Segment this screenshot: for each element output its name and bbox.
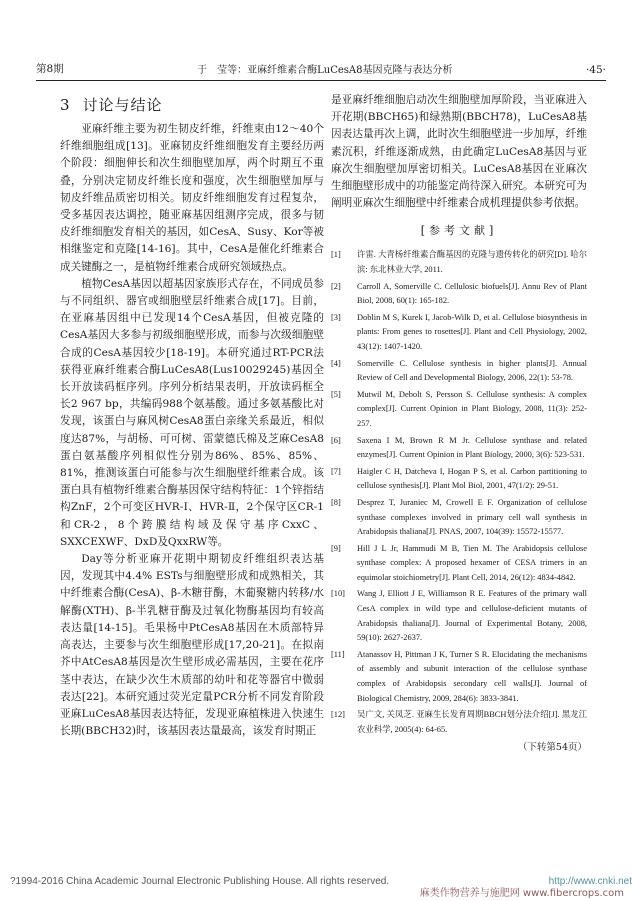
reference-item: [5] Mutwil M, Debolt S, Persson S. Cellulose synthesis: A complex complex[J]. Current Opinion in Plant Biology, 2008, 11(3): 252-257. — [331, 389, 587, 428]
reference-list — [331, 248, 587, 737]
copyright-notice: ?1994-2016 China Academic Journal Electronic Publishing House. All rights reserved. — [10, 876, 390, 887]
issue-number: 第8期 — [36, 63, 64, 75]
cnki-link[interactable]: http://www.cnki.net — [548, 876, 632, 887]
discussion-text-continued — [331, 92, 587, 212]
reference-item: [2] Carroll A, Somerville C. Cellulosic biofuels[J]. Annu Rev of Plant Biol, 2008, 60(1): 165-182. — [331, 281, 587, 306]
paragraph: 是亚麻纤维细胞启动次生细胞壁加厚阶段，当亚麻进入开花期(BBCH65)和绿熟期(BBCH78)，LuCesA8基因表达量再次上调，此时次生细胞壁进一步加厚，纤维素沉积，纤维逐渐成熟，由此确定LuCesA8基因与亚麻次生细胞壁加厚密切相关。LuCesA8基因在亚麻次生细胞壁形成中的功能鉴定尚待深入研究。本研究可为阐明亚麻次生细胞壁中纤维素合成机理提供参考依据。 — [331, 94, 587, 210]
reference-item: [4] Somerville C. Cellulose synthesis in higher plants[J]. Annual Review of Cell and Developmental Biology, 2006, 22(1): 53-78. — [331, 358, 587, 383]
site-watermark: 麻类作物营养与施肥网 www.fibercrops.com — [419, 888, 624, 899]
page-number: ·45· — [585, 64, 606, 76]
section-title: 讨论与结论 — [82, 96, 163, 114]
page-header — [36, 60, 606, 76]
reference-item: [1] 许雷. 大青杨纤维素合酶基因的克隆与遗传转化的研究[D]. 哈尔滨: 东北林业大学, 2011. — [331, 250, 587, 275]
section-number: 3 — [60, 96, 71, 114]
continued-note: （下转第54页） — [517, 742, 587, 754]
references-heading: [参考文献] — [420, 224, 498, 238]
reference-item: [7] Haigler C H, Datcheva I, Hogan P S, et al. Carbon partitioning to cellulose synthesis[J]. Plant Mol Biol, 2001, 47(1/2): 29-51. — [331, 466, 587, 491]
reference-item: [9] Hill J L Jr, Hammudi M B, Tien M. The Arabidopsis cellulose synthase complex: A proposed hexamer of CESA trimers in an equimolar stoichiometry[J]. Plant Cell, 2014, 26(12): 4834-4842. — [331, 543, 587, 582]
running-title: 于 莹等：亚麻纤维素合酶LuCesA8基因克隆与表达分析 — [197, 65, 453, 76]
right-column — [331, 92, 587, 753]
reference-item: [12] 吴广文, 关凤芝. 亚麻生长发育周期BBCH划分法介绍[J]. 黑龙江农业科学, 2005(4): 64-65. — [331, 710, 587, 734]
paragraph: 植物CesA基因以超基因家族形式存在，不同成员参与不同组织、器官或细胞壁层纤维素合成[17]。目前，在亚麻基因组中已发现14个CesA基因，但被克隆的CesA基因大多参与初级细胞壁形成，而参与次级细胞壁合成的CesA基因较少[18-19]。本研究通过RT-PCR法获得亚麻纤维素合酶LuCesA8(Lus10029245)基因全长开放读码框序列。序列分析结果表明，开放读码框全长2 967 bp，共编码988个氨基酸。通过多氨基酸比对发现，该蛋白与麻风树CesA8蛋白亲缘关系最近，相似度达87%，与胡杨、可可树、雷蒙德氏棉及芝麻CesA8蛋白氨基酸序列相似性分别为86%、85%、85%、81%，推测该蛋白可能参与次生细胞壁纤维素合成。该蛋白具有植物纤维素合酶基因保守结构特征：1个锌指结构ZnF，2个可变区HVR-Ⅰ、HVR-Ⅱ，2个保守区CR-1和CR-2，8个跨膜结构域及保守基序CxxC、SXXCEXWF、DxD及QxxRW等。 — [60, 277, 324, 548]
reference-item: [11] Atanassov H, Pittman J K, Turner S R. Elucidating the mechanisms of assembly and subunit interaction of the cellulose synthase complex of Arabidopsis secondary cell walls[J]. Journal of Biological Chemistry, 2009, 284(6): 3833-3841. — [331, 649, 587, 703]
section-heading — [60, 94, 324, 115]
discussion-text — [60, 121, 324, 740]
left-column — [60, 92, 324, 740]
reference-item: [3] Doblin M S, Kurek I, Jacob-Wilk D, et al. Cellulose biosynthesis in plants: From genes to rosettes[J]. Plant and Cell Physiology, 2002, 43(12): 1407-1420. — [331, 312, 587, 351]
header-rule — [36, 80, 606, 81]
reference-item: [8] Desprez T, Juraniec M, Crowell E F. Organization of cellulose synthase complexes involved in primary cell wall synthesis in Arabidopsis thaliana[J]. PNAS, 2007, 104(39): 15572-15577. — [331, 497, 587, 537]
reference-item: [6] Saxena I M, Brown R M Jr. Cellulose synthase and related enzymes[J]. Current Opinion in Plant Biology, 2000, 3(6): 523-531. — [331, 435, 587, 460]
paragraph: Day等分析亚麻开花期中期韧皮纤维组织表达基因，发现其中4.4% ESTs与细胞壁形成和成熟相关，其中纤维素合酶(CesA)、β-木糖苷酶，木葡聚糖内转移/水解酶(XTH)、β-半乳糖苷酶及过氧化物酶基因均有较高表达量[14-15]。毛果杨中PtCesA8基因在木质部特异高表达，主要参与次生细胞壁形成[17,20-21]。在拟南芥中AtCesA8基因是次生壁形成必需基因，主要在花序茎中表达，在缺少次生木质部的幼叶和花等器官中微弱表达[22]。本研究通过荧光定量PCR分析不同发育阶段亚麻LuCesA8基因表达特征，发现亚麻植株进入快速生长期(BBCH32)时，该基因表达量最高，该发育时期正 — [60, 553, 324, 738]
paragraph: 亚麻纤维主要为初生韧皮纤维，纤维束由12～40个纤维细胞组成[13]。亚麻韧皮纤维细胞发育主要经历两个阶段：细胞伸长和次生细胞壁加厚，两个时期互不重叠，分别决定韧皮纤维长度和强度，次生细胞壁加厚与韧皮纤维品质密切相关。韧皮纤维细胞发育过程复杂，受多基因表达调控，随亚麻基因组测序完成，很多与韧皮纤维细胞发育相关的基因，如CesA、Susy、Kor等被相继鉴定和克隆[14-16]。其中，CesA是催化纤维素合成关键酶之一，是植物纤维素合成研究领域热点。 — [60, 123, 324, 273]
reference-item: [10] Wang J, Elliott J E, Williamson R E. Features of the primary wall CesA complex in wild type and cellulose-deficient mutants of Arabidopsis thaliana[J]. Journal of Experimental Botany, 2008, 59(10): 2627-2637. — [331, 589, 587, 643]
